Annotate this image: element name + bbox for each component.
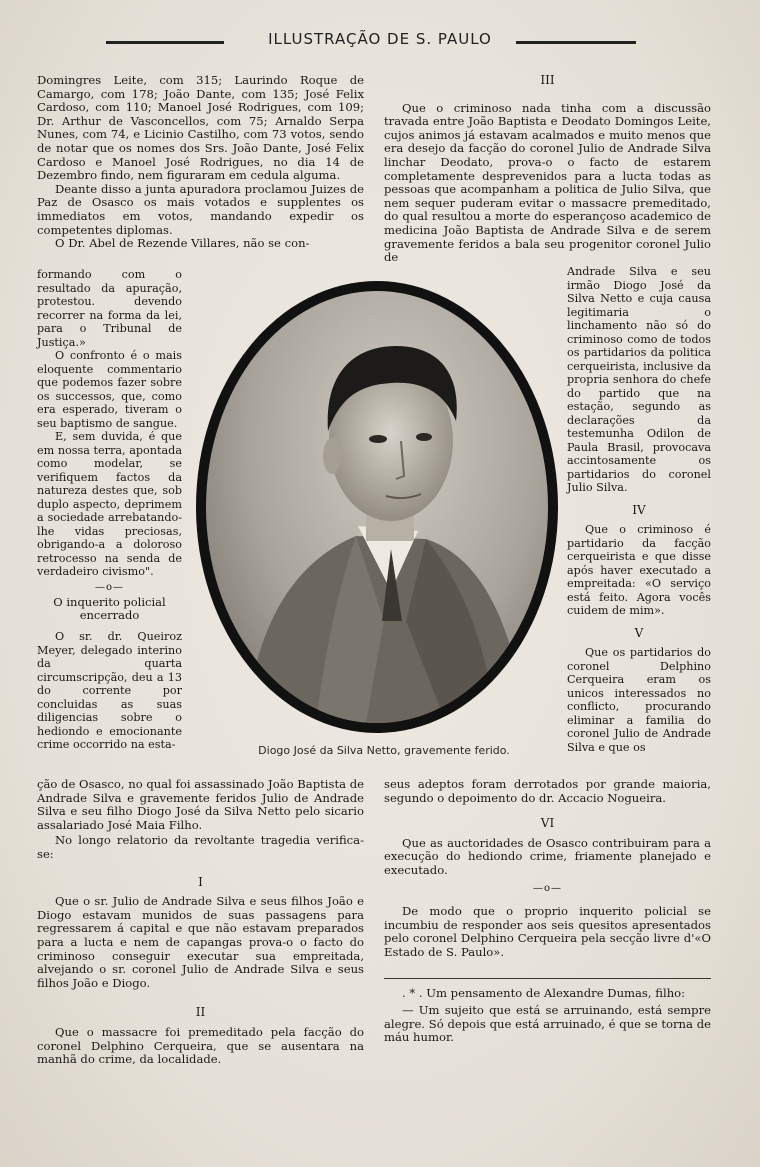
paragraph: Domingres Leite, com 315; Laurindo Roque de Camargo, com 178; João Dante, com 135; José Felix Cardoso, com 110; Manoel José Rodrigues, com 109; Dr. Arthur de Vasconcellos, com 75; Arnaldo Serpa Nunes, com 74, e Licinio Castilho, com 73 votos, sendo de notar que os nomes dos Srs. João Dante, José Felix Cardoso e Manoel José Rodrigues, no dia 14 de Dezembro findo, nem figuraram em cedula alguma.	[37, 73, 364, 183]
right-column-bottom	[384, 778, 711, 1045]
paragraph: O sr. dr. Queiroz Meyer, delegado interino da quarta circumscripção, deu a 13 do corrente por concluidas as suas diligencias sobre o hediondo e emocionante crime occorrido na esta-	[37, 630, 182, 751]
section-number: VI	[540, 816, 555, 831]
paragraph: O confronto é o mais eloquente commentario que podemos fazer sobre os successos, que, como era esperado, tiveram o seu baptismo de sangue.	[37, 349, 182, 430]
section-number: III	[540, 73, 555, 87]
paragraph: O Dr. Abel de Rezende Villares, não se con-	[55, 236, 310, 251]
paragraph: Que o criminoso nada tinha com a discussão travada entre João Baptista e Deodato Domingos Leite, cujos animos já estavam acalmados e muito menos que era desejo da facção do coronel Julio de Andrade Silva linchar Deodato, prova-o o facto de estarem completamente desprevenidos para a lucta todas as pessoas que acompanham a politica de Julio Silva, que nem sequer puderam evitar o massacre premeditado, do qual resultou a morte do esperançoso academico de medicina João Baptista de Andrade Silva e de serem gravemente feridos a bala seu progenitor coronel Julio de	[384, 100, 711, 265]
section-number: I	[198, 874, 203, 889]
section-heading: O inquerito policial encerrado	[53, 595, 166, 622]
separator: —o—	[94, 581, 125, 593]
paragraph: De modo que o proprio inquerito policial se incumbiu de responder aos seis quesitos apresentados pelo coronel Delphino Cerqueira pela secção livre d'«O Estado de S. Paulo».	[384, 904, 711, 959]
section-number: II	[195, 1005, 206, 1020]
paragraph: Que as auctoridades de Osasco contribuiram para a execução do hediondo crime, friamente planejado e executado.	[384, 835, 711, 877]
separator: —o—	[532, 882, 563, 894]
page-header-title: ILLUSTRAÇÃO DE S. PAULO	[268, 30, 492, 48]
right-column-narrow	[567, 265, 711, 754]
paragraph: Deante disso a junta apuradora proclamou Juizes de Paz de Osasco os mais votados e supplentes os immediatos em votos, mandando expedir os competentes diplomas.	[37, 181, 364, 237]
paragraph: Que os partidarios do coronel Delphino Cerqueira eram os unicos interessados no conflicto, procurando eliminar a familia do coronel Julio de Andrade Silva e que os	[567, 646, 711, 754]
portrait-photo	[206, 291, 548, 723]
left-column-narrow	[37, 268, 182, 752]
paragraph: Que o sr. Julio de Andrade Silva e seus filhos João e Diogo estavam munidos de suas passagens para regressarem á capital e que não estavam preparados para a lucta e nem de capangas prova-o o facto do criminoso conseguir executar sua empreitada, alvejando o sr. coronel Julio de Andrade Silva e seus filhos João e Diogo.	[37, 894, 364, 990]
paragraph: formando com o resultado da apuração, protestou. devendo recorrer na forma da lei, para o Tribunal de Justiça.»	[37, 268, 182, 349]
paragraph: Que o criminoso é partidario da facção cerqueirista e que disse após haver executado a empreitada: «O serviço está feito. Agora vocês cuidem de mim».	[567, 523, 711, 617]
section-number: IV	[632, 502, 646, 517]
paragraph: Andrade Silva e seu irmão Diogo José da Silva Netto e cuja causa legitimaria o linchamento não só do criminoso como de todos os partidarios da politica cerqueirista, inclusive da propria senhora do chefe do partido que na estação, segundo as declarações da testemunha Odilon de Paula Brasil, provocava accintosamente os partidarios do coronel Julio Silva.	[567, 265, 711, 494]
right-column-top	[384, 74, 711, 265]
portrait-caption: Diogo José da Silva Netto, gravemente ferido.	[258, 744, 510, 757]
paragraph: E, sem duvida, é que em nossa terra, apontada como modelar, se verifiquem factos da natureza destes que, sob duplo aspecto, deprimem a sociedade arrebatando-lhe vidas preciosas, obrigando-a a doloroso retrocesso na senda de verdadeiro civismo".	[37, 430, 182, 578]
portrait-figure	[206, 291, 548, 723]
paragraph: No longo relatorio da revoltante tragedia verifica-se:	[37, 833, 364, 861]
paragraph: . * . Um pensamento de Alexandre Dumas, filho:	[402, 985, 686, 1000]
paragraph: — Um sujeito que está se arruinando, está sempre alegre. Só depois que está arruinado, é que se torna de máu humor.	[384, 1003, 711, 1045]
paragraph: Que o massacre foi premeditado pela facção do coronel Delphino Cerqueira, que se ausentara na manhã do crime, da localidade.	[37, 1024, 364, 1067]
left-column-bottom	[37, 778, 364, 1067]
left-column-top	[37, 74, 364, 251]
divider	[384, 978, 711, 979]
paragraph: ção de Osasco, no qual foi assassinado João Baptista de Andrade Silva e gravemente feridos Julio de Andrade Silva e seu filho Diogo José da Silva Netto pelo sicario assalariado José Maia Filho.	[37, 777, 364, 832]
section-number: V	[634, 625, 644, 640]
paragraph: seus adeptos foram derrotados por grande maioria, segundo o depoimento do dr. Accacio Nogueira.	[384, 777, 711, 805]
